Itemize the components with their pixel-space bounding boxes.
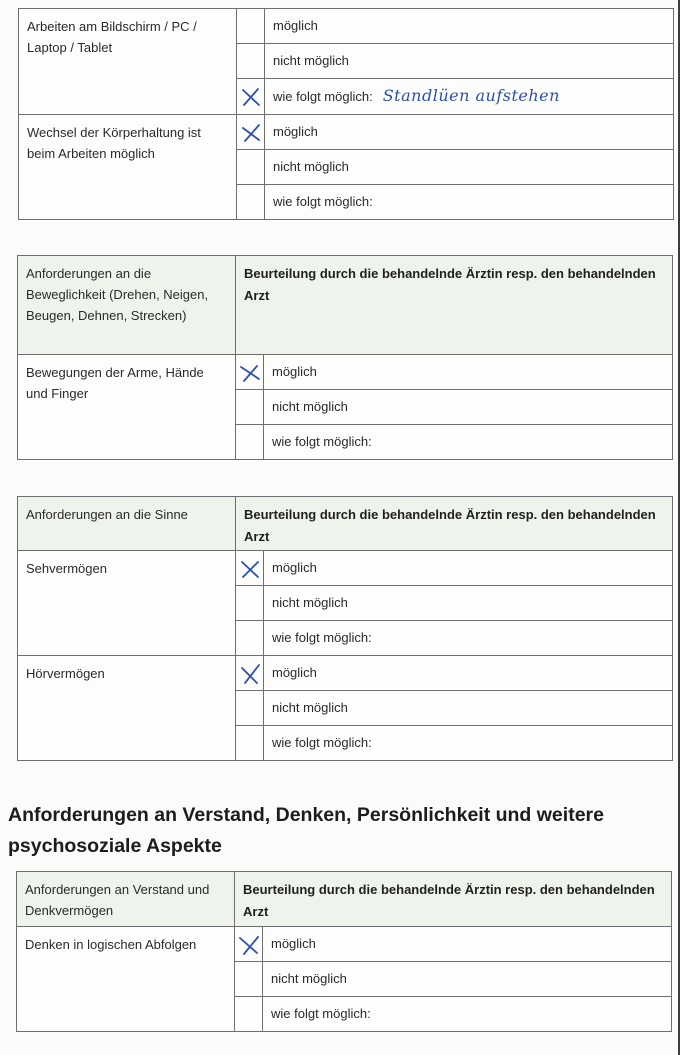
option-label [265,79,674,115]
header-label: Anforderungen an Verstand und Denkvermögen [17,872,235,927]
cross-mark-icon [238,934,260,956]
header-label: Anforderungen an die Beweglichkeit (Drehen, Neigen, Beugen, Dehnen, Strecken) [18,256,236,355]
checkbox-checked[interactable] [235,927,263,962]
criterion-label: Wechsel der Körperhaltung ist beim Arbeiten möglich [19,115,237,220]
checkbox[interactable] [236,691,264,726]
option-label: möglich [264,656,673,691]
header-label: Anforderungen an die Sinne [18,497,236,551]
cross-mark-icon [239,362,261,384]
option-label: wie folgt möglich: [263,997,672,1032]
checkbox-checked[interactable] [236,551,264,586]
checkbox[interactable] [237,185,265,220]
checkbox[interactable] [237,150,265,185]
handwritten-note: Standlüen aufstehen [382,86,560,105]
checkbox[interactable] [236,425,264,460]
checkbox[interactable] [236,586,264,621]
header-title: Beurteilung durch die behandelnde Ärztin resp. den behandelnden Arzt [236,497,673,551]
criterion-label: Hörvermögen [18,656,236,761]
checkbox-checked[interactable] [237,115,265,150]
senses-table [17,496,673,761]
option-label: wie folgt möglich: [264,726,673,761]
criterion-label: Sehvermögen [18,551,236,656]
criterion-label: Bewegungen der Arme, Hände und Finger [18,355,236,460]
section-heading: Anforderungen an Verstand, Denken, Persönlichkeit und weitere psychosoziale Aspekte [8,804,604,857]
cross-mark-icon [239,558,261,580]
option-label: möglich [265,115,674,150]
checkbox[interactable] [237,44,265,79]
cross-mark-icon [239,663,261,685]
option-label: nicht möglich [265,150,674,185]
option-label: nicht möglich [265,44,674,79]
option-label: wie folgt möglich: [264,425,673,460]
checkbox-checked[interactable] [237,79,265,115]
checkbox[interactable] [236,390,264,425]
checkbox[interactable] [235,997,263,1032]
checkbox-checked[interactable] [236,656,264,691]
option-label: möglich [264,355,673,390]
checkbox[interactable] [235,962,263,997]
cross-mark-icon [240,86,262,108]
mobility-table [17,255,673,460]
checkbox[interactable] [236,621,264,656]
option-label: möglich [264,551,673,586]
criterion-label: Arbeiten am Bildschirm / PC / Laptop / Tablet [19,9,237,115]
criterion-label: Denken in logischen Abfolgen [17,927,235,1032]
option-label: nicht möglich [264,586,673,621]
option-label: nicht möglich [263,962,672,997]
header-title: Beurteilung durch die behandelnde Ärztin resp. den behandelnden Arzt [235,872,672,927]
option-label: möglich [265,9,674,44]
option-label: möglich [263,927,672,962]
option-label: nicht möglich [264,390,673,425]
cross-mark-icon [240,122,262,144]
checkbox[interactable] [237,9,265,44]
option-label: wie folgt möglich: [264,621,673,656]
checkbox-checked[interactable] [236,355,264,390]
option-label: wie folgt möglich: [265,185,674,220]
display-work-table [18,8,674,220]
option-label: nicht möglich [264,691,673,726]
checkbox[interactable] [236,726,264,761]
option-text: wie folgt möglich: [273,89,373,104]
header-title: Beurteilung durch die behandelnde Ärztin resp. den behandelnden Arzt [236,256,673,355]
mind-table [16,871,672,1032]
